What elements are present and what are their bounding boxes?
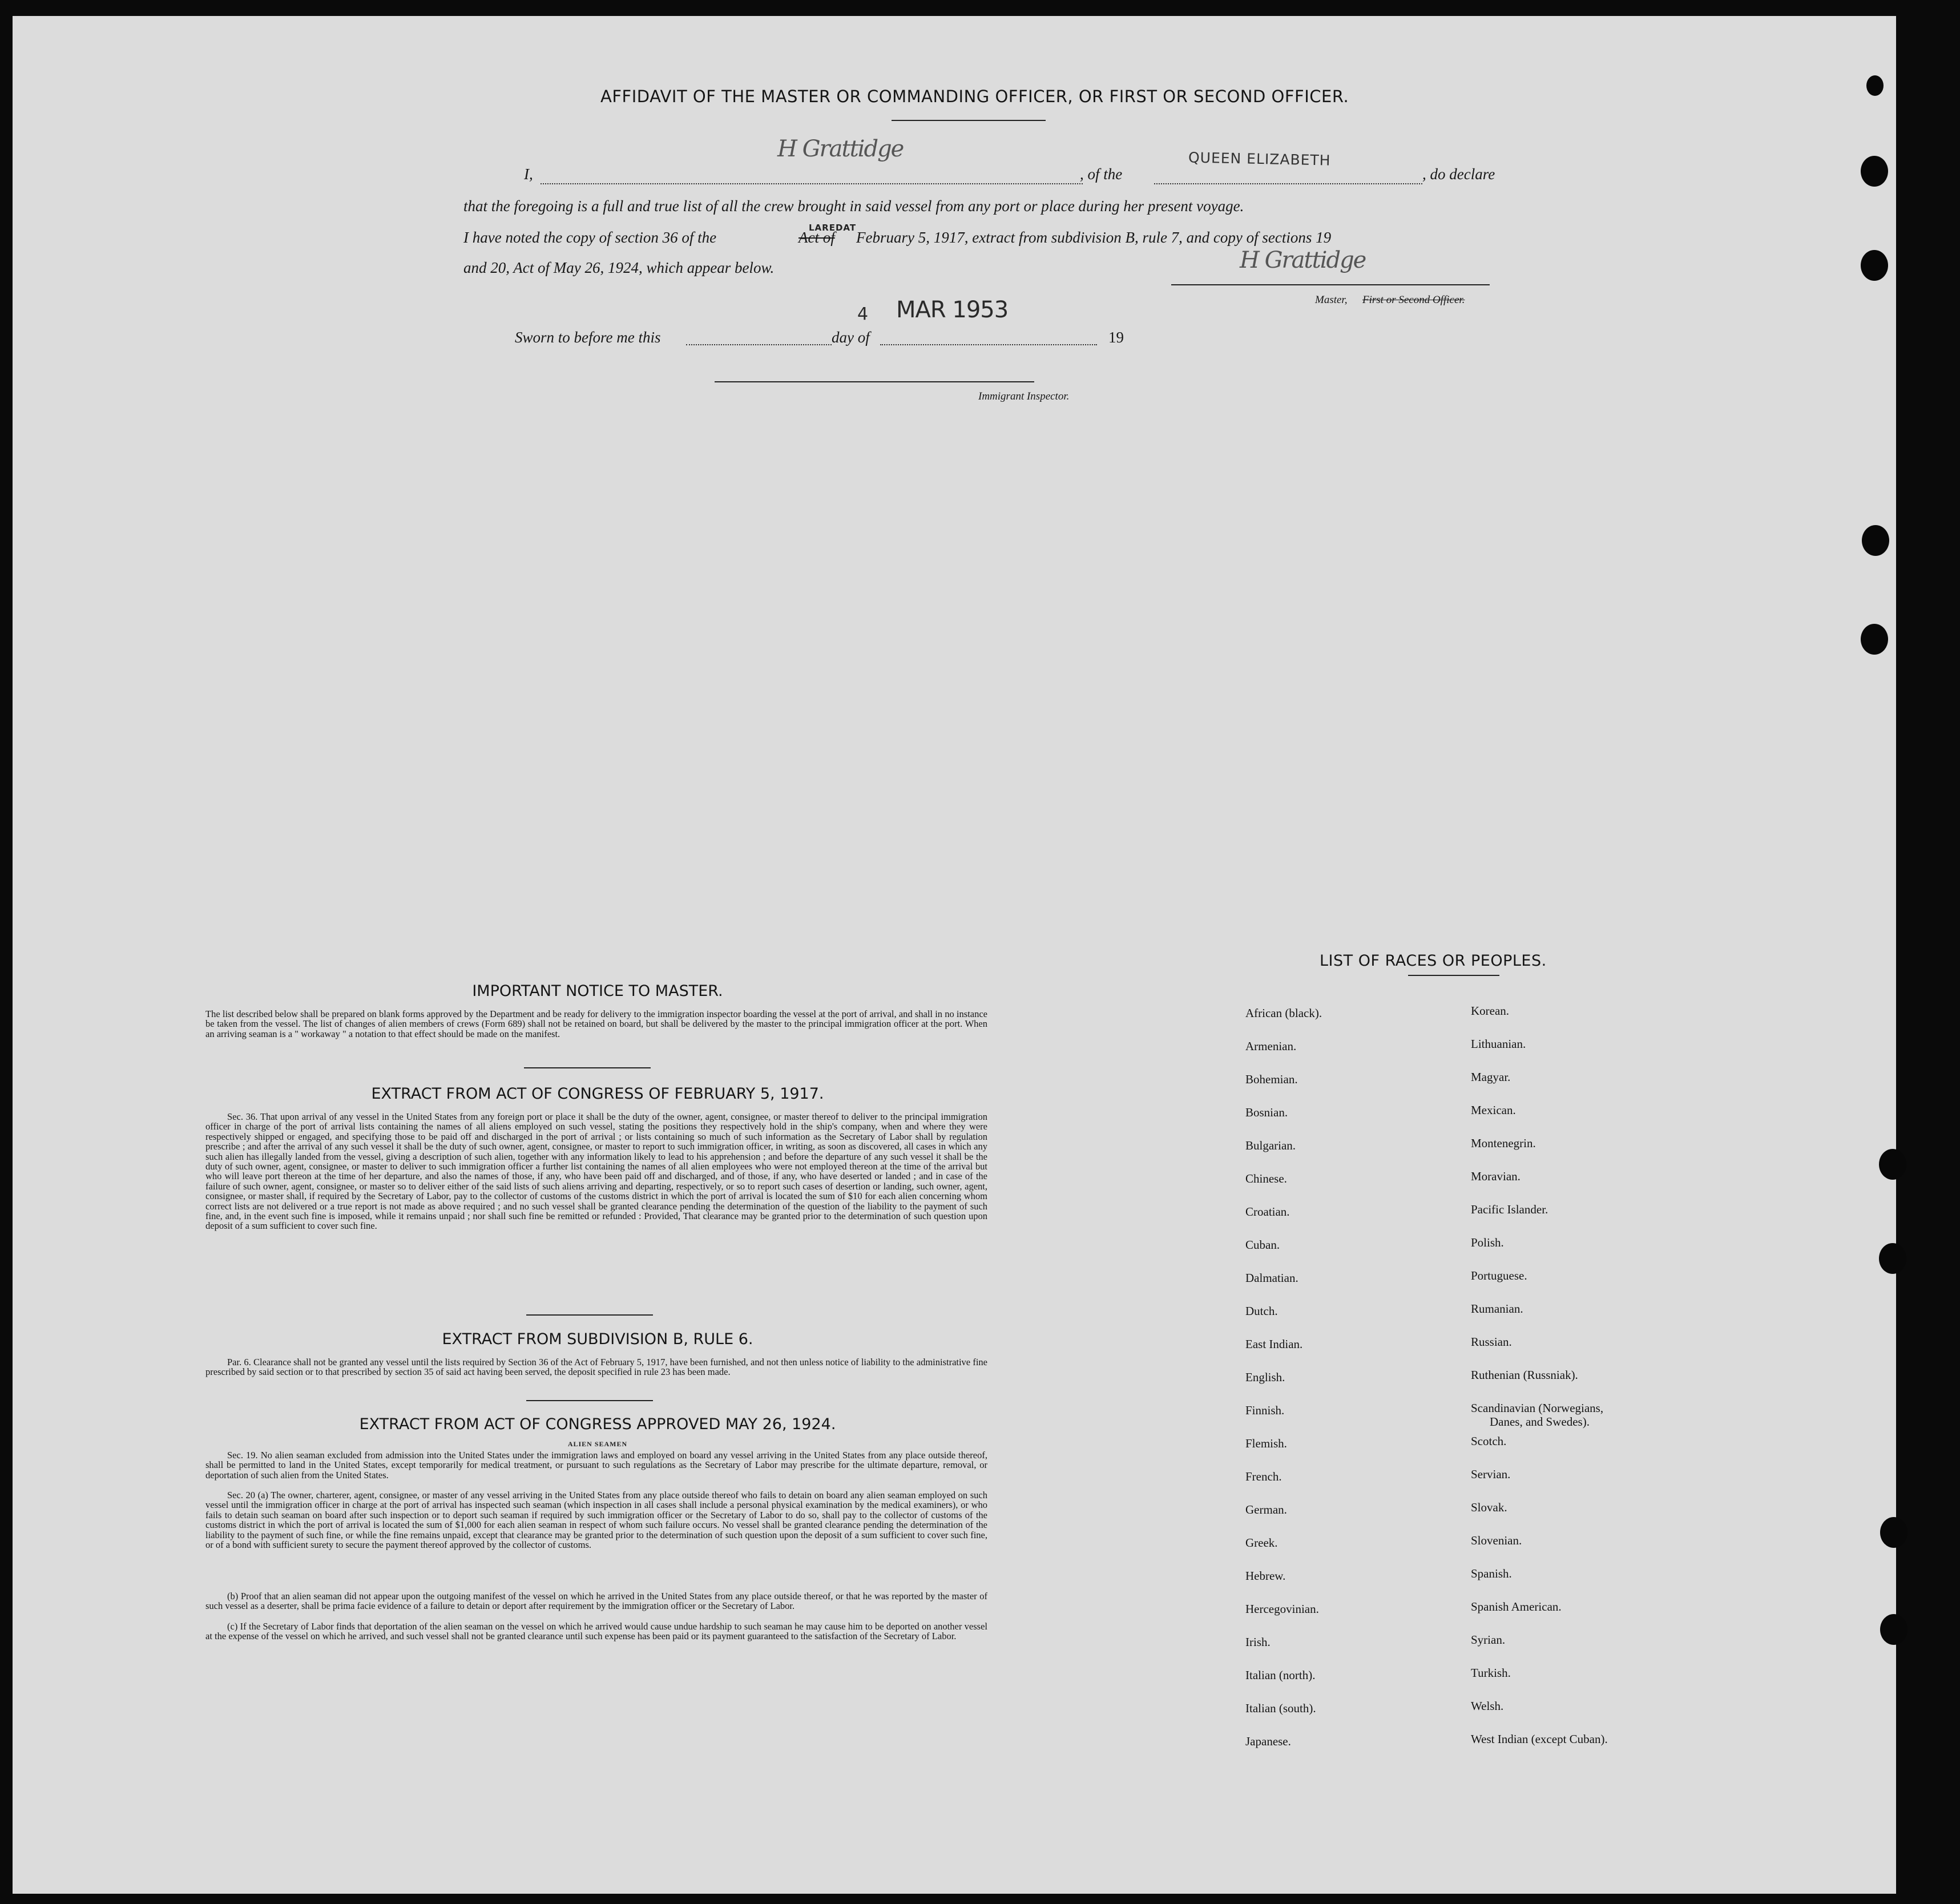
stamp-day: 4 (857, 304, 869, 324)
punch-hole (1880, 1614, 1907, 1645)
race-item: Moravian. (1471, 1169, 1521, 1183)
race-item: Finnish. (1245, 1403, 1285, 1417)
race-item: Hebrew. (1245, 1569, 1286, 1583)
race-item: Turkish. (1471, 1666, 1511, 1680)
handwritten-signature-1: H Grattidge (777, 136, 904, 162)
extract-1924-title: EXTRACT FROM ACT OF CONGRESS APPROVED MAY 26, 1924. (359, 1415, 836, 1433)
race-item: East Indian. (1245, 1337, 1303, 1351)
title-rule (892, 120, 1046, 121)
race-item: West Indian (except Cuban). (1471, 1732, 1608, 1746)
sworn-month-line (880, 344, 1097, 345)
race-item: Pacific Islander. (1471, 1203, 1548, 1216)
punch-hole (1879, 1149, 1906, 1180)
race-item: Lithuanian. (1471, 1037, 1526, 1051)
extract-1924-subtitle: ALIEN SEAMEN (567, 1440, 628, 1448)
extract-1924-sec20b: (b) Proof that an alien seaman did not appear upon the outgoing manifest of the vessel on which he arrived in the United States from any place outside thereof, or that he was reported by the master of such vessel as a deserter, shall be prima facie evidence of a failure to detain or deport after requirement by the immigration officer or the Secretary of Labor. (205, 1591, 987, 1612)
race-item: Hercegovinian. (1245, 1602, 1319, 1616)
races-title-rule (1408, 975, 1499, 976)
affidavit-body-act: Act of (798, 229, 835, 246)
race-item: Spanish. (1471, 1567, 1512, 1580)
extract-1917-title: EXTRACT FROM ACT OF CONGRESS OF FEBRUARY 5, 1917. (371, 1085, 824, 1103)
race-item: Dutch. (1245, 1304, 1278, 1318)
race-item: Mexican. (1471, 1103, 1516, 1117)
affidavit-body-line-3: and 20, Act of May 26, 1924, which appear below. (463, 259, 775, 276)
races-columns (1245, 1006, 1816, 1782)
race-item: Servian. (1471, 1467, 1511, 1481)
race-item: Dalmatian. (1245, 1271, 1298, 1285)
race-item: Armenian. (1245, 1039, 1297, 1053)
race-item: Russian. (1471, 1335, 1512, 1349)
race-item: Ruthenian (Russniak). (1471, 1368, 1578, 1382)
race-item-continuation: Danes, and Swedes). (1490, 1415, 1590, 1429)
race-item: Italian (south). (1245, 1701, 1316, 1715)
inspector-label: Immigrant Inspector. (978, 390, 1070, 402)
extract-rule-title: EXTRACT FROM SUBDIVISION B, RULE 6. (442, 1330, 753, 1348)
year-label: 19 (1108, 329, 1124, 346)
affidavit-body-line-1: that the foregoing is a full and true list of all the crew brought in said vessel from any port or place during her present voyage. (463, 197, 1244, 215)
struck-officer-label: First or Second Officer. (1362, 294, 1465, 306)
do-declare-label: , do declare (1422, 166, 1495, 183)
punch-hole (1861, 156, 1888, 187)
race-item: Scandinavian (Norwegians, (1471, 1401, 1604, 1415)
stamp-date: MAR 1953 (896, 297, 1009, 323)
race-item: Slovenian. (1471, 1534, 1522, 1547)
race-item: Bulgarian. (1245, 1139, 1296, 1152)
race-item: Syrian. (1471, 1633, 1506, 1647)
race-item: Spanish American. (1471, 1600, 1562, 1613)
extract-1924-sec20c: (c) If the Secretary of Labor finds that deportation of the alien seaman on the vessel on which he arrived would cause undue hardship to such seaman he may cause him to be deported on another vessel at the expense of the vessel on which he arrived, and such vessel shall not be granted clearance until such expense has been paid or its payment guaranteed to the satisfaction of the Secretary of Labor. (205, 1621, 987, 1642)
race-item: Scotch. (1471, 1434, 1507, 1448)
correction-overtype: LAREDAT (809, 223, 857, 233)
notice-body: The list described below shall be prepared on blank forms approved by the Department and be ready for delivery to the immigration inspector boarding the vessel at the port of arrival, and shall in no instance be taken from the vessel. The list of changes of alien members of crews (Form 689) shall not be retained on board, but shall be delivered by the master to the principal immigration officer at the port. When an arriving seaman is a " workaway " a notation to that effect should be made on the manifest. (205, 1009, 987, 1039)
race-item: Greek. (1245, 1536, 1278, 1550)
vessel-name: QUEEN ELIZABETH (1188, 149, 1331, 169)
race-item: Bosnian. (1245, 1106, 1288, 1119)
sworn-label: Sworn to before me this (515, 329, 661, 346)
affidavit-body-line-2b: February 5, 1917, extract from subdivision B, rule 7, and copy of sections 19 (856, 229, 1332, 246)
race-item: Portuguese. (1471, 1269, 1527, 1282)
races-title: LIST OF RACES OR PEOPLES. (1320, 952, 1547, 970)
race-item: Magyar. (1471, 1070, 1511, 1084)
signature-line-1 (541, 183, 1083, 184)
race-item: English. (1245, 1370, 1285, 1384)
race-item: Croatian. (1245, 1205, 1290, 1219)
race-item: Cuban. (1245, 1238, 1280, 1252)
punch-hole (1879, 1243, 1906, 1274)
master-label: Master, (1315, 294, 1348, 306)
punch-hole (1862, 525, 1889, 556)
race-item: Irish. (1245, 1635, 1271, 1649)
vessel-line (1154, 183, 1422, 184)
extract-1917-divider (526, 1314, 653, 1316)
race-item: Welsh. (1471, 1699, 1504, 1713)
sworn-day-line (686, 344, 832, 345)
document-page (13, 16, 1896, 1894)
extract-rule-divider (526, 1400, 653, 1401)
punch-hole (1866, 75, 1884, 96)
extract-1924-sec19: Sec. 19. No alien seaman excluded from admission into the United States under the immigration laws and employed on board any vessel arriving in the United States from any place outside thereof, shall be permitted to land in the United States, except temporarily for medical treatment, or pursuant to such regulations as the Secretary of Labor may prescribe for the ultimate departure, removal, or deportation of such alien from the United States. (205, 1450, 987, 1481)
notice-title: IMPORTANT NOTICE TO MASTER. (472, 982, 723, 1000)
race-item: Polish. (1471, 1236, 1504, 1249)
extract-1924-sec20a: Sec. 20 (a) The owner, charterer, agent, consignee, or master of any vessel arriving in the United States from any place outside thereof who fails to detain on board any alien seaman employed on such vessel until the immigration officer in charge at the port of arrival has inspected such seaman (which inspection in all cases shall include a personal physical examination by the medical examiners), or who fails to detain such seaman on board after such inspection or to deport such seaman if required by such immigration officer or the Secretary of Labor to do so, shall pay to the collector of customs of the customs district in which the port of arrival is located the sum of $1,000 for each alien seaman in respect of whom such failure occurs. No vessel shall be granted clearance pending the determination of the liability to the payment of such fine, or while the fine remains unpaid, except that clearance may be granted prior to the determination of such question upon the deposit of a sum sufficient to cover such fine, or of a bond with sufficient surety to secure the payment thereof approved by the collector of customs. (205, 1490, 987, 1551)
punch-hole (1880, 1517, 1907, 1548)
race-item: Chinese. (1245, 1172, 1287, 1185)
race-item: German. (1245, 1503, 1287, 1516)
race-item: Slovak. (1471, 1500, 1507, 1514)
day-of-label: day of (832, 329, 870, 346)
race-item: Italian (north). (1245, 1668, 1316, 1682)
punch-hole (1861, 250, 1888, 281)
notice-divider (524, 1067, 651, 1068)
race-item: Bohemian. (1245, 1072, 1298, 1086)
race-item: Rumanian. (1471, 1302, 1523, 1316)
i-label: I, (524, 166, 533, 183)
of-the-label: , of the (1080, 166, 1123, 183)
extract-rule-body: Par. 6. Clearance shall not be granted any vessel until the lists required by Section 36 of the Act of February 5, 1917, have been furnished, and not then unless notice of liability to the administrative fine prescribed by said section or to that prescribed by section 35 of said act having been served, the deposit specified in rule 23 has been made. (205, 1357, 987, 1378)
inspector-rule (715, 381, 1034, 382)
race-item: French. (1245, 1470, 1282, 1483)
race-item: Japanese. (1245, 1734, 1291, 1748)
punch-hole (1861, 624, 1888, 655)
handwritten-signature-2: H Grattidge (1240, 247, 1366, 273)
race-item: African (black). (1245, 1006, 1322, 1020)
affidavit-title: AFFIDAVIT OF THE MASTER OR COMMANDING OFFICER, OR FIRST OR SECOND OFFICER. (600, 87, 1349, 106)
race-item: Korean. (1471, 1004, 1510, 1018)
race-item: Flemish. (1245, 1437, 1287, 1450)
race-item: Montenegrin. (1471, 1136, 1536, 1150)
master-signature-rule (1171, 284, 1490, 285)
extract-1917-body: Sec. 36. That upon arrival of any vessel in the United States from any foreign port or place it shall be the duty of the owner, agent, consignee, or master thereof to deliver to the principal immigration officer in charge of the port of arrival lists containing the names of all aliens employed on such vessel, stating the positions they respectively hold in the ship's company, when and where they were respectively shipped or engaged, and specifying those to be paid off and discharged in the port of arrival ; or lists containing so much of such information as the Secretary of Labor shall by regulation prescribe ; and after the arrival of any such vessel it shall be the duty of such owner, agent, consignee, or master to report to such immigration officer, in writing, as soon as discovered, all cases in which any such alien has illegally landed from the vessel, giving a description of such alien, together with any information likely to lead to his apprehension ; and before the departure of any such vessel it shall be the duty of such owner, agent, consignee, or master to deliver to such immigration officer a further list containing the names of all alien employees who were not employed thereon at the time of the arrival but who will leave port thereon at the time of her departure, and also the names of those, if any, who have been paid off and discharged, and of those, if any, who have deserted or landed ; and in case of the failure of such owner, agent, consignee, or master so to deliver either of the said lists of such aliens arriving and departing, respectively, or so to report such cases of desertion or landing, such owner, agent, consignee, or master shall, if required by the Secretary of Labor, pay to the collector of customs of the customs district in which the port of arrival is located the sum of $10 for each alien concerning whom correct lists are not delivered or a true report is not made as above required ; and no such vessel shall be granted clearance pending the determination of the question of the liability to the payment of such fine, and, in the event such fine is imposed, while it remains unpaid ; nor shall such fine be remitted or refunded : Provided, That clearance may be granted prior to the determination of such question upon deposit of a sum sufficient to cover such fine. (205, 1111, 987, 1232)
affidavit-body-line-2a: I have noted the copy of section 36 of the (463, 229, 717, 246)
